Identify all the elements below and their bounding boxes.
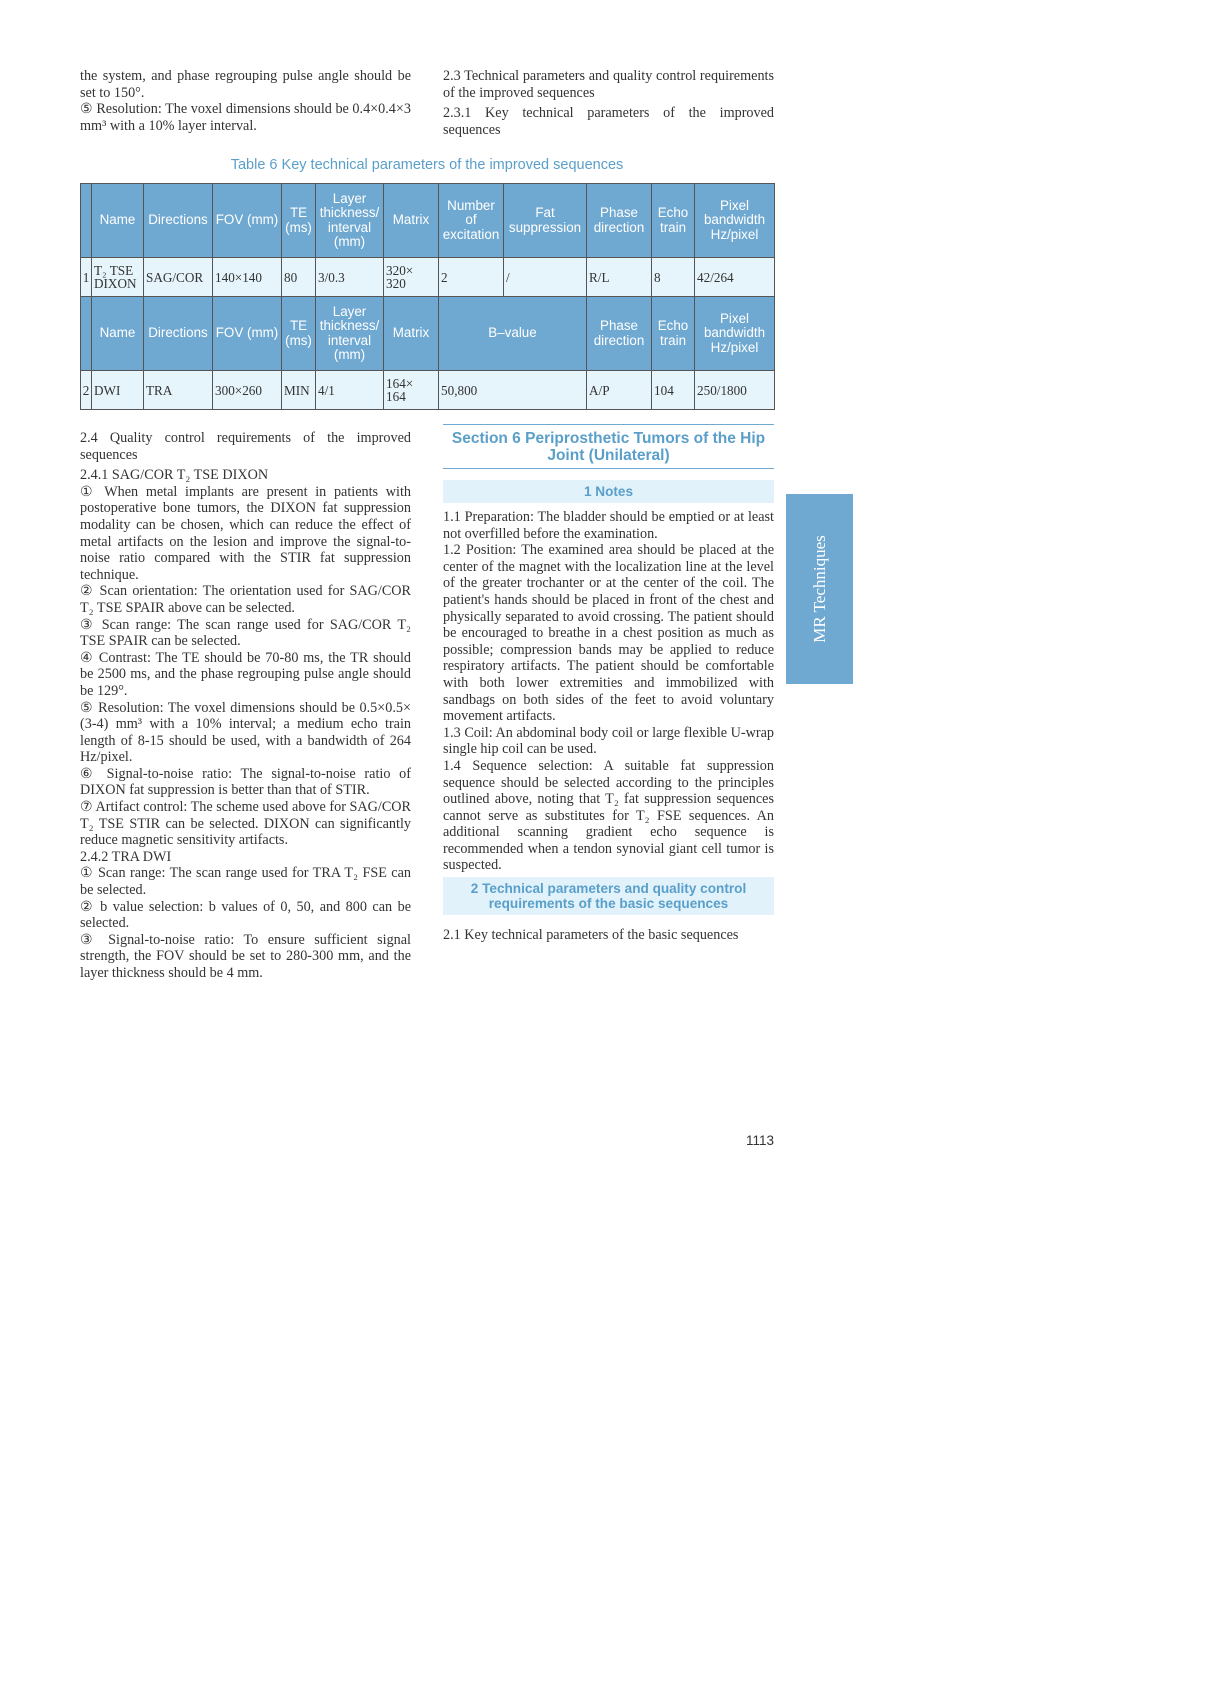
table-cell: 164× 164: [384, 371, 439, 410]
header-cell: Phase direction: [587, 184, 652, 258]
header-cell: B–value: [439, 297, 587, 371]
section-heading-2-3-1: 2.3.1 Key technical parameters of the improved sequences: [443, 105, 774, 138]
table-cell: 42/264: [695, 258, 775, 297]
paragraph: ⑥ Signal-to-noise ratio: The signal-to-noise ratio of DIXON fat suppression is better than that of STIR.: [80, 765, 411, 799]
table-row: [81, 258, 775, 297]
parameters-table: [80, 183, 775, 410]
side-tab: [786, 494, 853, 684]
paragraph: ⑤ Resolution: The voxel dimensions should be 0.4×0.4×3 mm³ with a 10% layer interval.: [80, 101, 411, 134]
table-title: Table 6 Key technical parameters of the improved sequences: [230, 157, 624, 173]
section-heading-2-4-2: 2.4.2 TRA DWI: [80, 848, 172, 865]
header-cell: FOV (mm): [213, 297, 282, 371]
header-cell: Echo train: [652, 184, 695, 258]
table-cell: 3/0.3: [316, 258, 384, 297]
table-cell: 8: [652, 258, 695, 297]
table-cell: R/L: [587, 258, 652, 297]
header-cell: Layer thickness/ interval (mm): [316, 184, 384, 258]
table-cell: T₂ TSE DIXON: [92, 258, 144, 297]
section-heading-2-3: 2.3 Technical parameters and quality control requirements of the improved sequences: [443, 68, 774, 101]
header-cell: [81, 297, 92, 371]
header-cell: Matrix: [384, 297, 439, 371]
header-cell: FOV (mm): [213, 184, 282, 258]
table-cell: 300×260: [213, 371, 282, 410]
right-column-top: [443, 68, 774, 138]
technical-heading: 2 Technical parameters and quality control requirements of the basic sequences: [443, 877, 774, 915]
section-heading-2-4-1: 2.4.1 SAG/COR T₂ TSE DIXON: [80, 467, 269, 484]
left-column-top: [80, 68, 411, 134]
paragraph: the system, and phase regrouping pulse angle should be set to 150°.: [80, 68, 411, 101]
header-cell: Name: [92, 297, 144, 371]
paragraph: ① When metal implants are present in patients with postoperative bone tumors, the DIXON fat suppression modality can be chosen, which can reduce the effect of metal artifacts on the lesion and improve the signal-to-noise ratio compared with the STIR fat suppression technique.: [80, 483, 411, 583]
paragraph: ③ Scan range: The scan range used for SAG/COR T₂ TSE SPAIR can be selected.: [80, 616, 411, 650]
side-tab-label: MR Techniques: [809, 535, 829, 643]
paragraph: ③ Signal-to-noise ratio: To ensure sufficient signal strength, the FOV should be set to 280-300 mm, and the layer thickness should be 4 mm.: [80, 931, 411, 981]
right-column-bottom: [443, 480, 774, 944]
paragraph: ④ Contrast: The TE should be 70-80 ms, the TR should be 2500 ms, and the phase regrouping pulse angle should be 129°.: [80, 649, 411, 699]
table-cell: 1: [81, 258, 92, 297]
header-cell: TE (ms): [282, 297, 316, 371]
header-cell: Pixel bandwidth Hz/pixel: [695, 184, 775, 258]
table-cell: 104: [652, 371, 695, 410]
table-cell: 320× 320: [384, 258, 439, 297]
header-cell: Directions: [144, 184, 213, 258]
table-cell: 140×140: [213, 258, 282, 297]
notes-heading: 1 Notes: [443, 480, 774, 503]
paragraph: 1.4 Sequence selection: A suitable fat suppression sequence should be selected according to the principles outlined above, noting that T₂ fat suppression sequences cannot serve as substitutes for T₂ FSE sequences. An additional scanning gradient echo sequence is recommended when a tendon synovial giant cell tumor is suspected.: [443, 757, 774, 874]
paragraph: ⑤ Resolution: The voxel dimensions should be 0.5×0.5× (3-4) mm³ with a 10% interval; a medium echo train length of 8-15 should be used, with a bandwidth of 264 Hz/pixel.: [80, 699, 411, 766]
page-number: 1113: [745, 1133, 774, 1148]
table-cell: 2: [81, 371, 92, 410]
header-cell: Phase direction: [587, 297, 652, 371]
header-cell: Matrix: [384, 184, 439, 258]
section-heading-2-4: 2.4 Quality control requirements of the improved sequences: [80, 430, 411, 463]
header-cell: Layer thickness/ interval (mm): [316, 297, 384, 371]
paragraph: 1.3 Coil: An abdominal body coil or large flexible U-wrap single hip coil can be used.: [443, 724, 774, 758]
paragraph: 1.1 Preparation: The bladder should be emptied or at least not overfilled before the examination.: [443, 509, 774, 542]
table-cell: SAG/COR: [144, 258, 213, 297]
header-cell: TE (ms): [282, 184, 316, 258]
table-row: [81, 371, 775, 410]
table-cell: 250/1800: [695, 371, 775, 410]
paragraph: ② b value selection: b values of 0, 50, and 800 can be selected.: [80, 898, 411, 932]
table-cell: /: [504, 258, 587, 297]
table-cell: DWI: [92, 371, 144, 410]
paragraph: ① Scan range: The scan range used for TRA T₂ FSE can be selected.: [80, 865, 411, 899]
table-cell: MIN: [282, 371, 316, 410]
header-cell: Fat suppression: [504, 184, 587, 258]
header-cell: Name: [92, 184, 144, 258]
paragraph: ⑦ Artifact control: The scheme used above for SAG/COR T₂ TSE STIR can be selected. DIXON can significantly reduce magnetic sensitivity artifacts.: [80, 799, 411, 849]
table-cell: TRA: [144, 371, 213, 410]
table-header-row: [81, 297, 775, 371]
paragraph: ② Scan orientation: The orientation used for SAG/COR T₂ TSE SPAIR above can be selected.: [80, 583, 411, 616]
section-title: Section 6 Periprosthetic Tumors of the Hip Joint (Unilateral): [443, 424, 774, 469]
table-cell: 50,800: [439, 371, 587, 410]
paragraph: 1.2 Position: The examined area should be placed at the center of the magnet with the localization line at the level of the greater trochanter or at the center of the coil. The patient's hands should be placed in front of the chest and physically separated to avoid crossing. The patient should be encouraged to breathe in a chest position as much as possible; compression bands may be applied to reduce respiratory artifacts. The patient should be comfortable with both lower extremities and immobilized with sandbags on both sides of the feet to avoid voluntary movement artifacts.: [443, 542, 774, 725]
header-cell: Pixel bandwidth Hz/pixel: [695, 297, 775, 371]
table-cell: A/P: [587, 371, 652, 410]
left-column-bottom: [80, 430, 411, 982]
header-cell: Echo train: [652, 297, 695, 371]
table-cell: 2: [439, 258, 504, 297]
table-cell: 4/1: [316, 371, 384, 410]
table-header-row: [81, 184, 775, 258]
paragraph: 2.1 Key technical parameters of the basic sequences: [443, 927, 739, 944]
table-cell: 80: [282, 258, 316, 297]
header-cell: Directions: [144, 297, 213, 371]
header-cell: [81, 184, 92, 258]
header-cell: Number of excitation: [439, 184, 504, 258]
